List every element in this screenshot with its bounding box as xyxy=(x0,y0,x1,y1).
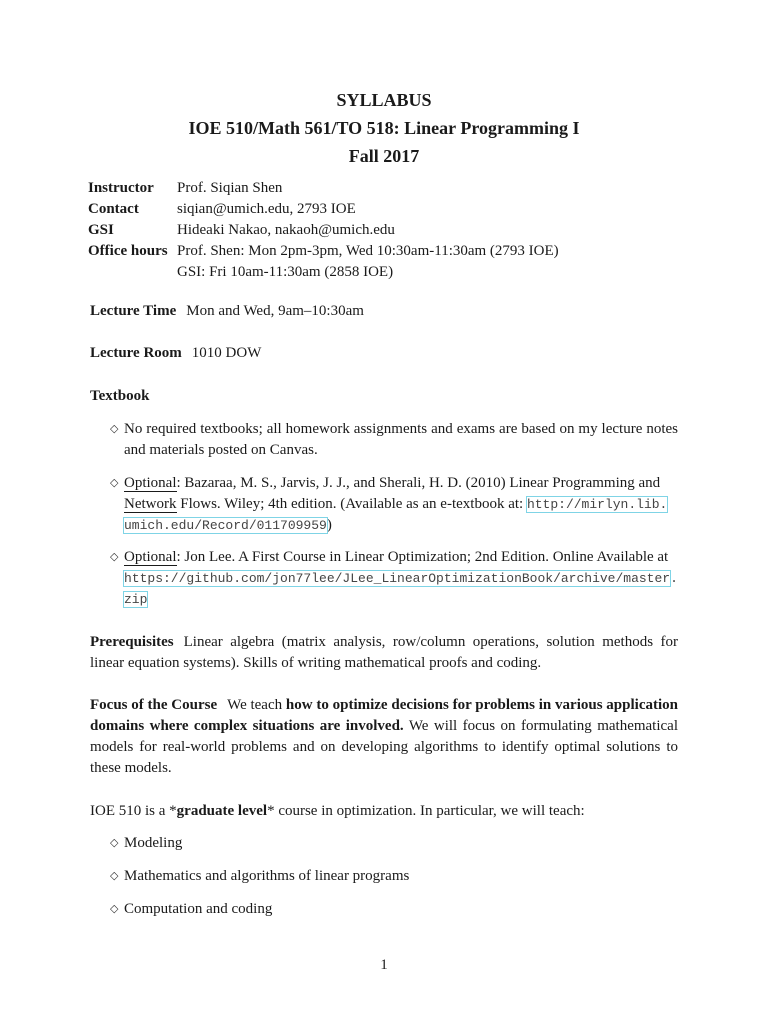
list-item xyxy=(110,866,678,887)
list-item xyxy=(110,899,678,920)
text-span: We teach xyxy=(227,697,286,713)
course-title: IOE 510/Math 561/TO 518: Linear Programming I xyxy=(188,118,580,138)
info-value: GSI: Fri 10am-11:30am (2858 IOE) xyxy=(177,264,394,280)
textbook-url-link[interactable]: http://mirlyn.lib. xyxy=(526,497,668,512)
network-link[interactable]: Network xyxy=(124,496,177,512)
info-row-instructor xyxy=(88,178,688,199)
doc-title: SYLLABUS xyxy=(336,90,432,110)
text-span: Flows. Wiley; 4th edition. (Available as an e-textbook at: xyxy=(176,496,527,512)
prerequisites xyxy=(90,632,678,674)
diamond-bullet-icon: ◇ xyxy=(110,423,119,435)
info-value: siqian@umich.edu, 2793 IOE xyxy=(177,201,356,217)
text-span: . xyxy=(670,571,678,586)
textbook-heading xyxy=(90,386,678,407)
optional-link[interactable]: Optional xyxy=(124,475,177,491)
list-item xyxy=(110,473,678,536)
course-info-table xyxy=(88,178,688,283)
course-focus xyxy=(90,695,678,779)
info-row-gsi xyxy=(88,220,688,241)
info-label: Office hours xyxy=(88,243,168,259)
lecture-time xyxy=(90,301,678,322)
info-value: Prof. Shen: Mon 2pm-3pm, Wed 10:30am-11:30am (2793 IOE) xyxy=(177,243,559,259)
github-url-link-cont[interactable]: zip xyxy=(124,592,148,607)
lecture-time-label: Lecture Time xyxy=(90,303,177,319)
term-title: Fall 2017 xyxy=(348,146,420,166)
textbook-url-link-cont[interactable]: umich.edu/Record/011709959 xyxy=(124,518,327,533)
info-label: GSI xyxy=(88,222,114,238)
list-item-text xyxy=(124,547,678,610)
diamond-bullet-icon: ◇ xyxy=(110,551,119,563)
info-value: Prof. Siqian Shen xyxy=(177,180,283,196)
lecture-room xyxy=(90,343,678,364)
text-span: IOE 510 is a * xyxy=(90,803,177,819)
diamond-bullet-icon: ◇ xyxy=(110,903,119,915)
lecture-room-value: 1010 DOW xyxy=(191,345,262,361)
list-item-text: Mathematics and algorithms of linear programs xyxy=(124,868,410,884)
focus-emphasis: how to optimize decisions for problems in various application domains where complex situations are involved. xyxy=(90,697,678,734)
info-row-office-hours xyxy=(88,241,688,262)
lecture-room-label: Lecture Room xyxy=(90,345,182,361)
list-item xyxy=(110,833,678,854)
list-item xyxy=(110,547,678,610)
text-span: We will focus on formulating mathematical models for real-world problems and on developing algorithms to identify optimal solutions to these models. xyxy=(90,718,678,776)
optional-link[interactable]: Optional xyxy=(124,549,177,565)
info-row-gsi-hours xyxy=(88,262,688,283)
textbook-label: Textbook xyxy=(90,388,150,404)
graduate-level-intro xyxy=(90,801,678,822)
github-url-link[interactable]: https://github.com/jon77lee/JLee_LinearOptimizationBook/archive/master xyxy=(124,571,671,586)
list-item-text: Computation and coding xyxy=(124,901,273,917)
list-item-text: No required textbooks; all homework assignments and exams are based on my lecture notes and materials posted on Canvas. xyxy=(124,421,678,458)
lecture-time-value: Mon and Wed, 9am–10:30am xyxy=(186,303,364,319)
info-label xyxy=(88,262,177,283)
info-value: Hideaki Nakao, nakaoh@umich.edu xyxy=(177,222,395,238)
text-span: ) xyxy=(326,517,332,533)
focus-label: Focus of the Course xyxy=(90,697,218,713)
text-span: * course in optimization. In particular, we will teach: xyxy=(267,803,585,819)
text-span: : Bazaraa, M. S., Jarvis, J. J., and Sherali, H. D. (2010) Linear Programming and xyxy=(176,475,661,491)
diamond-bullet-icon: ◇ xyxy=(110,837,119,849)
list-item xyxy=(110,419,678,461)
text-span: : Jon Lee. A First Course in Linear Optimization; 2nd Edition. Online Available at xyxy=(176,549,669,565)
list-item-text: Modeling xyxy=(124,835,183,851)
diamond-bullet-icon: ◇ xyxy=(110,870,119,882)
info-label: Contact xyxy=(88,201,139,217)
prereq-text: Linear algebra (matrix analysis, row/column operations, solution methods for linear equation systems). Skills of writing mathematical proofs and coding. xyxy=(90,634,678,671)
info-row-contact xyxy=(88,199,688,220)
page-number: 1 xyxy=(380,957,388,973)
list-item-text xyxy=(124,473,678,536)
diamond-bullet-icon: ◇ xyxy=(110,477,119,489)
prereq-label: Prerequisites xyxy=(90,634,174,650)
graduate-level-emphasis: graduate level xyxy=(176,803,268,819)
info-label: Instructor xyxy=(88,180,154,196)
